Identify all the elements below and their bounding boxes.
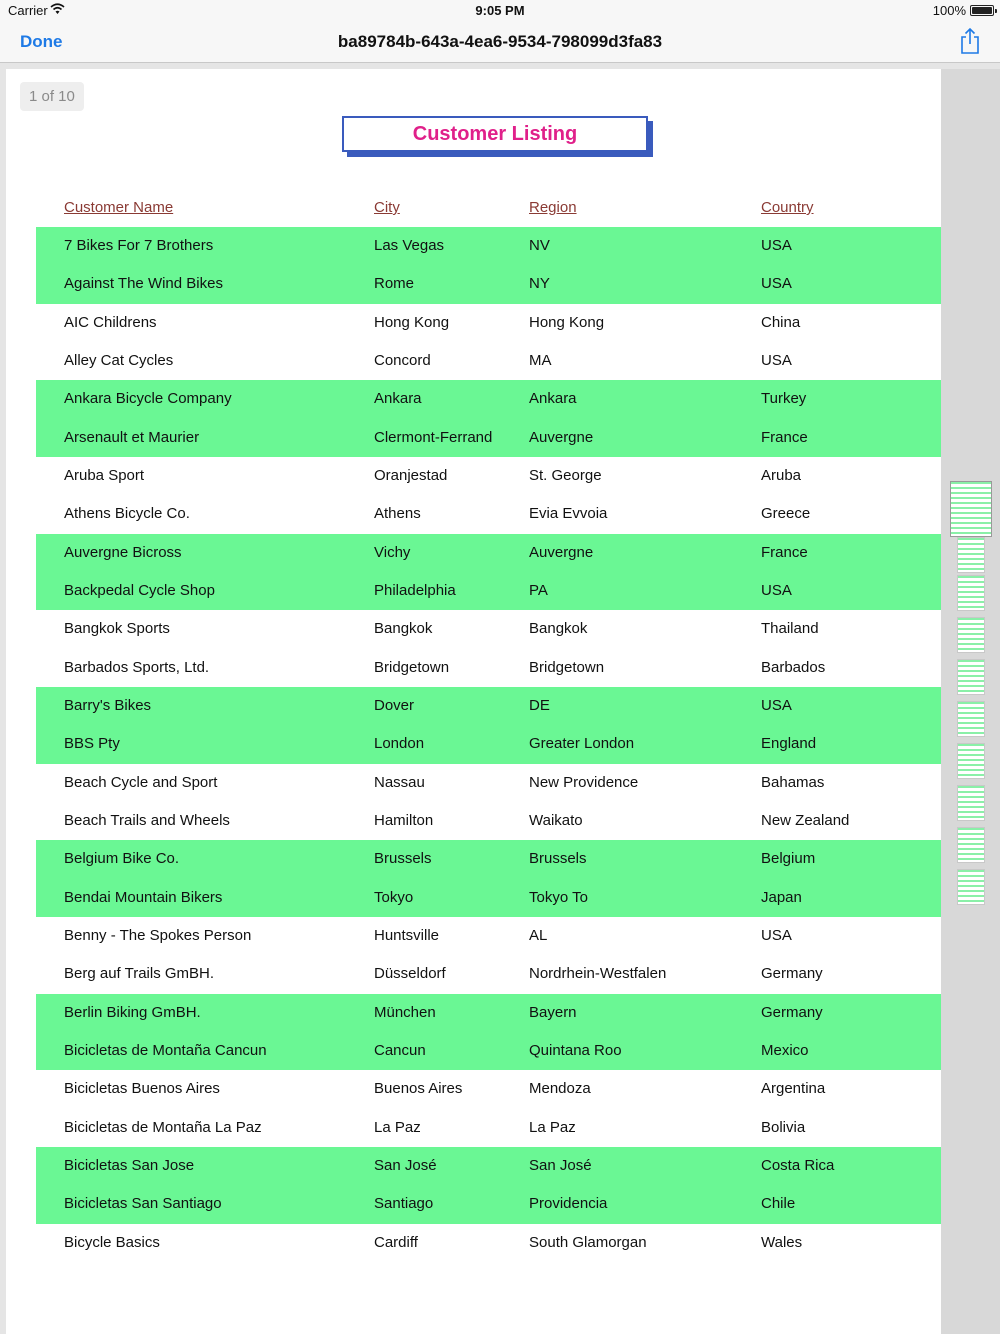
cell-customer-name: Aruba Sport — [64, 466, 145, 484]
cell-city: Philadelphia — [374, 581, 456, 599]
battery-icon — [970, 5, 994, 16]
cell-city: Buenos Aires — [374, 1080, 463, 1098]
table-row — [36, 1147, 964, 1185]
cell-city: Tokyo — [374, 888, 414, 906]
cell-country: Costa Rica — [761, 1156, 835, 1174]
table-row — [36, 534, 964, 572]
cell-region: AL — [529, 926, 548, 944]
column-header-country: Country — [761, 199, 814, 216]
cell-country: Barbados — [761, 658, 826, 676]
cell-country: France — [761, 428, 808, 446]
cell-city: Concord — [374, 351, 431, 369]
cell-city: Cancun — [374, 1041, 426, 1059]
cell-country: Chile — [761, 1195, 796, 1213]
cell-customer-name: Bicicletas de Montaña La Paz — [64, 1118, 262, 1136]
report-page — [6, 69, 941, 1334]
cell-city: Bangkok — [374, 620, 433, 638]
clock-time: 9:05 PM — [475, 3, 525, 18]
cell-region: San José — [529, 1156, 592, 1174]
cell-customer-name: Bicicletas Buenos Aires — [64, 1080, 220, 1098]
cell-region: NV — [529, 237, 550, 254]
cell-city: Bridgetown — [374, 658, 450, 676]
table-row — [36, 879, 964, 917]
table-row — [36, 495, 964, 533]
table-row — [36, 572, 964, 610]
cell-region: Bridgetown — [529, 658, 605, 676]
cell-customer-name: Benny - The Spokes Person — [64, 926, 252, 944]
table-row — [36, 764, 964, 802]
table-row — [36, 802, 964, 840]
cell-region: St. George — [529, 466, 602, 484]
share-icon[interactable] — [958, 26, 982, 56]
cell-city: München — [374, 1003, 436, 1021]
cell-region: Quintana Roo — [529, 1041, 622, 1059]
cell-region: Tokyo To — [529, 888, 588, 906]
cell-country: Belgium — [761, 850, 816, 868]
cell-country: Bolivia — [761, 1118, 806, 1136]
table-row — [36, 265, 964, 303]
cell-city: San José — [374, 1156, 437, 1174]
cell-city: Düsseldorf — [374, 965, 446, 983]
cell-customer-name: Auvergne Bicross — [64, 543, 182, 561]
cell-country: USA — [761, 926, 792, 944]
cell-country: Mexico — [761, 1041, 809, 1059]
cell-region: Hong Kong — [529, 313, 605, 331]
cell-country: Thailand — [761, 620, 819, 638]
cell-customer-name: Ankara Bicycle Company — [64, 390, 232, 408]
cell-region: Auvergne — [529, 543, 594, 561]
table-row — [36, 342, 964, 380]
cell-customer-name: Bicycle Basics — [64, 1233, 160, 1251]
document-viewer[interactable] — [0, 63, 1000, 1334]
cell-city: Santiago — [374, 1195, 434, 1213]
column-header-customer-name: Customer Name — [64, 199, 174, 216]
table-row — [36, 840, 964, 878]
page-thumbnail-current[interactable] — [950, 481, 992, 537]
table-row — [36, 1224, 964, 1262]
column-header-region: Region — [529, 199, 577, 216]
cell-region: New Providence — [529, 773, 639, 791]
page-thumbnail[interactable] — [957, 537, 985, 573]
cell-customer-name: Barry's Bikes — [64, 696, 152, 714]
cell-customer-name: 7 Bikes For 7 Brothers — [64, 237, 214, 254]
page-thumbnail[interactable] — [957, 869, 985, 905]
cell-customer-name: Berg auf Trails GmBH. — [64, 965, 215, 983]
column-header-city: City — [374, 199, 400, 216]
document-title: ba89784b-643a-4ea6-9534-798099d3fa83 — [337, 32, 663, 51]
cell-region: Auvergne — [529, 428, 594, 446]
cell-country: Japan — [761, 888, 802, 906]
cell-region: La Paz — [529, 1118, 576, 1136]
cell-region: Brussels — [529, 850, 587, 868]
cell-customer-name: Beach Cycle and Sport — [64, 773, 218, 791]
cell-customer-name: BBS Pty — [64, 735, 120, 753]
cell-city: Nassau — [374, 773, 425, 791]
cell-region: South Glamorgan — [529, 1233, 647, 1251]
table-row — [36, 304, 964, 342]
table-row — [36, 687, 964, 725]
cell-country: Germany — [761, 1003, 823, 1021]
cell-region: Greater London — [529, 735, 635, 753]
cell-region: Ankara — [529, 390, 577, 408]
cell-city: Clermont-Ferrand — [374, 428, 493, 446]
cell-country: Bahamas — [761, 773, 825, 791]
cell-country: USA — [761, 581, 792, 599]
cell-region: Bayern — [529, 1003, 577, 1021]
cell-city: Rome — [374, 275, 415, 293]
cell-customer-name: Berlin Biking GmBH. — [64, 1003, 201, 1021]
navigation-bar — [0, 22, 1000, 63]
cell-country: France — [761, 543, 808, 561]
cell-region: PA — [529, 581, 548, 599]
cell-country: USA — [761, 237, 792, 254]
cell-customer-name: AIC Childrens — [64, 313, 157, 331]
table-row — [36, 1032, 964, 1070]
cell-customer-name: Barbados Sports, Ltd. — [64, 658, 210, 676]
cell-country: England — [761, 735, 817, 753]
cell-customer-name: Alley Cat Cycles — [64, 351, 174, 369]
cell-city: Vichy — [374, 543, 411, 561]
cell-region: Bangkok — [529, 620, 588, 638]
cell-customer-name: Athens Bicycle Co. — [64, 505, 190, 523]
cell-country: Aruba — [761, 466, 802, 484]
table-row — [36, 917, 964, 955]
cell-customer-name: Bicicletas San Jose — [64, 1156, 195, 1174]
cell-city: Dover — [374, 696, 415, 714]
cell-customer-name: Bendai Mountain Bikers — [64, 888, 223, 906]
cell-region: Nordrhein-Westfalen — [529, 965, 667, 983]
table-row — [36, 725, 964, 763]
cell-city: Ankara — [374, 390, 422, 408]
cell-city: La Paz — [374, 1118, 421, 1136]
cell-city: Cardiff — [374, 1233, 418, 1251]
cell-region: Providencia — [529, 1195, 608, 1213]
cell-city: Hong Kong — [374, 313, 450, 331]
cell-city: Hamilton — [374, 811, 434, 829]
table-row — [36, 419, 964, 457]
table-row — [36, 380, 964, 418]
table-row — [36, 227, 964, 265]
cell-region: Evia Evvoia — [529, 505, 608, 523]
cell-country: China — [761, 313, 801, 331]
cell-city: Huntsville — [374, 926, 440, 944]
table-row — [36, 610, 964, 648]
cell-customer-name: Bangkok Sports — [64, 620, 170, 638]
cell-country: USA — [761, 275, 792, 293]
page-thumbnail[interactable] — [957, 827, 985, 863]
table-row — [36, 1070, 964, 1108]
cell-country: Greece — [761, 505, 811, 523]
cell-region: MA — [529, 351, 552, 369]
table-row — [36, 994, 964, 1032]
cell-city: Athens — [374, 505, 421, 523]
cell-customer-name: Beach Trails and Wheels — [64, 811, 230, 829]
page-indicator: 1 of 10 — [20, 82, 84, 111]
page-thumbnail[interactable] — [957, 743, 985, 779]
page-thumbnail[interactable] — [957, 617, 985, 653]
cell-city: Las Vegas — [374, 237, 445, 254]
cell-country: USA — [761, 696, 792, 714]
cell-country: USA — [761, 351, 792, 369]
table-row — [36, 649, 964, 687]
table-row — [36, 457, 964, 495]
table-row — [36, 1109, 964, 1147]
page-thumbnail[interactable] — [957, 701, 985, 737]
table-row — [36, 1185, 964, 1223]
cell-region: NY — [529, 275, 550, 293]
page-thumbnail[interactable] — [957, 575, 985, 611]
cell-city: Oranjestad — [374, 466, 448, 484]
battery-percent: 100% — [932, 3, 966, 18]
cell-country: Turkey — [761, 390, 807, 408]
done-button[interactable]: Done — [20, 32, 63, 51]
cell-region: Waikato — [529, 811, 583, 829]
cell-region: Mendoza — [529, 1080, 591, 1098]
cell-city: Brussels — [374, 850, 432, 868]
cell-customer-name: Bicicletas de Montaña Cancun — [64, 1041, 267, 1059]
cell-country: Argentina — [761, 1080, 826, 1098]
cell-country: New Zealand — [761, 811, 850, 829]
table-row — [36, 955, 964, 993]
report-title-box — [342, 116, 648, 152]
cell-city: London — [374, 735, 425, 753]
cell-customer-name: Arsenault et Maurier — [64, 428, 200, 446]
page-thumbnail[interactable] — [957, 659, 985, 695]
page-thumbnail[interactable] — [957, 785, 985, 821]
cell-country: Germany — [761, 965, 823, 983]
carrier-label: Carrier — [8, 3, 48, 18]
cell-customer-name: Bicicletas San Santiago — [64, 1195, 222, 1213]
cell-country: Wales — [761, 1233, 803, 1251]
cell-customer-name: Backpedal Cycle Shop — [64, 581, 215, 599]
cell-customer-name: Belgium Bike Co. — [64, 850, 180, 868]
cell-region: DE — [529, 696, 550, 714]
cell-customer-name: Against The Wind Bikes — [64, 275, 223, 293]
report-title: Customer Listing — [412, 123, 578, 145]
status-bar — [0, 0, 1000, 22]
